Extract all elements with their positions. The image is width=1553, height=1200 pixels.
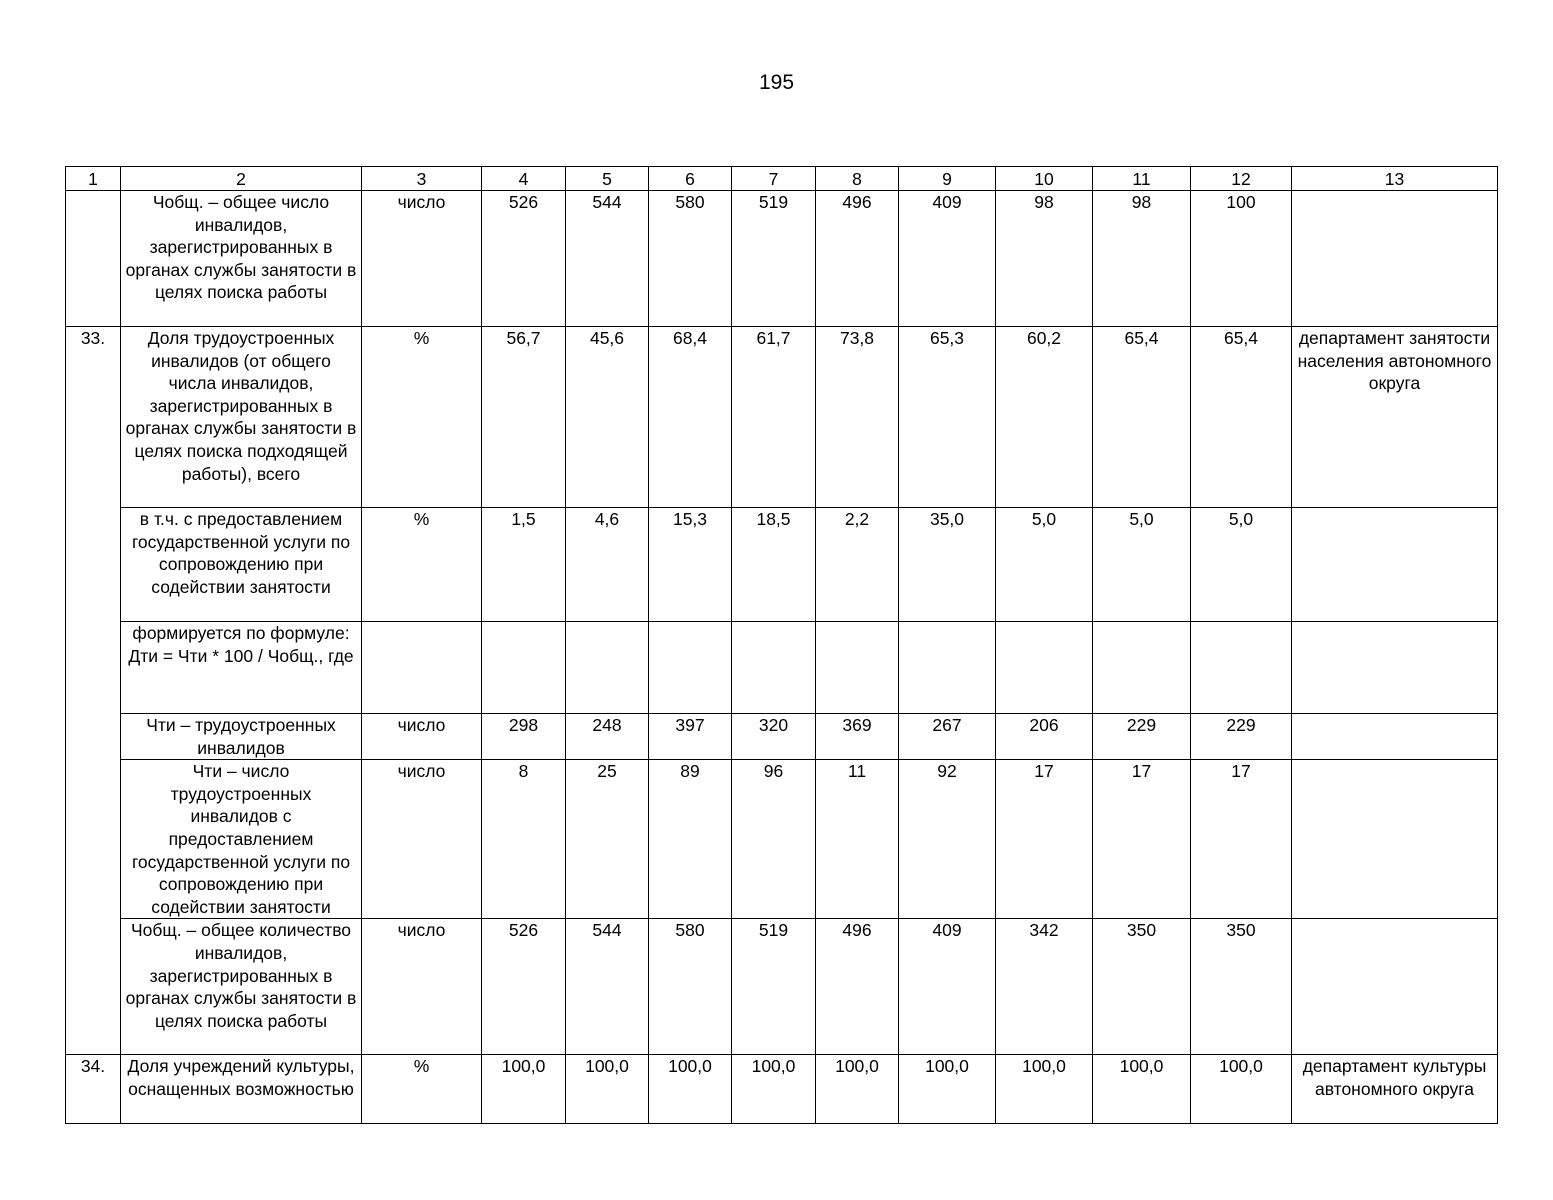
row-number-cell: 33. bbox=[66, 327, 121, 508]
table-row bbox=[66, 919, 1498, 1055]
value-cell: 61,7 bbox=[732, 327, 816, 508]
value-cell: 580 bbox=[649, 919, 732, 1055]
value-cell bbox=[899, 622, 996, 714]
value-cell: 25 bbox=[566, 760, 649, 919]
value-cell: 100 bbox=[1191, 191, 1292, 327]
value-cell: 4,6 bbox=[566, 508, 649, 622]
unit-cell: % bbox=[362, 508, 482, 622]
value-cell: 526 bbox=[482, 191, 566, 327]
value-cell: 2,2 bbox=[816, 508, 899, 622]
value-cell: 17 bbox=[1093, 760, 1191, 919]
value-cell: 519 bbox=[732, 919, 816, 1055]
header-cell: 9 bbox=[899, 167, 996, 191]
value-cell: 5,0 bbox=[1093, 508, 1191, 622]
value-cell: 369 bbox=[816, 714, 899, 760]
responsible-cell bbox=[1292, 508, 1498, 622]
responsible-cell: департамент культуры автономного округа bbox=[1292, 1055, 1498, 1124]
indicator-cell: Доля учреждений культуры, оснащенных возможностью bbox=[121, 1055, 362, 1124]
table-header-row bbox=[66, 167, 1498, 191]
responsible-cell bbox=[1292, 622, 1498, 714]
unit-cell: % bbox=[362, 1055, 482, 1124]
value-cell: 100,0 bbox=[732, 1055, 816, 1124]
header-cell: 2 bbox=[121, 167, 362, 191]
value-cell: 496 bbox=[816, 919, 899, 1055]
value-cell: 35,0 bbox=[899, 508, 996, 622]
indicator-cell: Чти – трудоустроенных инвалидов bbox=[121, 714, 362, 760]
value-cell bbox=[996, 622, 1093, 714]
value-cell: 350 bbox=[1093, 919, 1191, 1055]
value-cell: 229 bbox=[1093, 714, 1191, 760]
unit-cell: число bbox=[362, 191, 482, 327]
responsible-cell: департамент занятости населения автономного округа bbox=[1292, 327, 1498, 508]
value-cell: 100,0 bbox=[899, 1055, 996, 1124]
value-cell: 350 bbox=[1191, 919, 1292, 1055]
value-cell: 92 bbox=[899, 760, 996, 919]
unit-cell: число bbox=[362, 760, 482, 919]
unit-cell: % bbox=[362, 327, 482, 508]
unit-cell bbox=[362, 622, 482, 714]
value-cell: 17 bbox=[1191, 760, 1292, 919]
table-row bbox=[66, 714, 1498, 760]
value-cell: 544 bbox=[566, 191, 649, 327]
header-cell: 3 bbox=[362, 167, 482, 191]
responsible-cell bbox=[1292, 191, 1498, 327]
value-cell: 248 bbox=[566, 714, 649, 760]
value-cell: 5,0 bbox=[1191, 508, 1292, 622]
value-cell: 56,7 bbox=[482, 327, 566, 508]
unit-cell: число bbox=[362, 714, 482, 760]
value-cell bbox=[1093, 622, 1191, 714]
header-cell: 13 bbox=[1292, 167, 1498, 191]
value-cell bbox=[649, 622, 732, 714]
value-cell bbox=[816, 622, 899, 714]
value-cell: 409 bbox=[899, 191, 996, 327]
value-cell bbox=[732, 622, 816, 714]
row-number-cell: 34. bbox=[66, 1055, 121, 1124]
table-body bbox=[66, 167, 1498, 1124]
table-row bbox=[66, 327, 1498, 508]
value-cell: 11 bbox=[816, 760, 899, 919]
value-cell: 65,4 bbox=[1093, 327, 1191, 508]
indicators-table bbox=[65, 166, 1498, 1124]
value-cell: 8 bbox=[482, 760, 566, 919]
value-cell: 100,0 bbox=[816, 1055, 899, 1124]
header-cell: 8 bbox=[816, 167, 899, 191]
value-cell: 98 bbox=[996, 191, 1093, 327]
row-number-cell bbox=[66, 919, 121, 1055]
indicator-cell: в т.ч. с предоставлением государственной услуги по сопровождению при содействии занятости bbox=[121, 508, 362, 622]
responsible-cell bbox=[1292, 919, 1498, 1055]
value-cell: 100,0 bbox=[1191, 1055, 1292, 1124]
indicator-cell: Чобщ. – общее число инвалидов, зарегистрированных в органах службы занятости в целях поиска работы bbox=[121, 191, 362, 327]
header-cell: 1 bbox=[66, 167, 121, 191]
row-number-cell bbox=[66, 714, 121, 760]
value-cell: 298 bbox=[482, 714, 566, 760]
table-row bbox=[66, 760, 1498, 919]
header-cell: 6 bbox=[649, 167, 732, 191]
unit-cell: число bbox=[362, 919, 482, 1055]
value-cell: 100,0 bbox=[649, 1055, 732, 1124]
value-cell: 45,6 bbox=[566, 327, 649, 508]
header-cell: 12 bbox=[1191, 167, 1292, 191]
indicator-cell: Доля трудоустроенных инвалидов (от общего числа инвалидов, зарегистрированных в органах службы занятости в целях поиска подходящей работы), всего bbox=[121, 327, 362, 508]
value-cell: 68,4 bbox=[649, 327, 732, 508]
value-cell: 496 bbox=[816, 191, 899, 327]
value-cell: 206 bbox=[996, 714, 1093, 760]
value-cell: 397 bbox=[649, 714, 732, 760]
value-cell: 65,4 bbox=[1191, 327, 1292, 508]
value-cell: 409 bbox=[899, 919, 996, 1055]
indicator-cell: Чти – число трудоустроенных инвалидов с предоставлением государственной услуги по сопровождению при содействии занятости bbox=[121, 760, 362, 919]
value-cell: 267 bbox=[899, 714, 996, 760]
value-cell: 60,2 bbox=[996, 327, 1093, 508]
value-cell: 18,5 bbox=[732, 508, 816, 622]
table-row bbox=[66, 191, 1498, 327]
row-number-cell bbox=[66, 760, 121, 919]
value-cell: 98 bbox=[1093, 191, 1191, 327]
responsible-cell bbox=[1292, 760, 1498, 919]
value-cell: 320 bbox=[732, 714, 816, 760]
row-number-cell bbox=[66, 622, 121, 714]
header-cell: 5 bbox=[566, 167, 649, 191]
header-cell: 11 bbox=[1093, 167, 1191, 191]
value-cell: 100,0 bbox=[482, 1055, 566, 1124]
table-row bbox=[66, 508, 1498, 622]
value-cell bbox=[1191, 622, 1292, 714]
value-cell: 519 bbox=[732, 191, 816, 327]
row-number-cell bbox=[66, 191, 121, 327]
table-row bbox=[66, 1055, 1498, 1124]
value-cell: 544 bbox=[566, 919, 649, 1055]
value-cell: 15,3 bbox=[649, 508, 732, 622]
header-cell: 10 bbox=[996, 167, 1093, 191]
indicator-cell: формируется по формуле: Дти = Чти * 100 / Чобщ., где bbox=[121, 622, 362, 714]
value-cell: 100,0 bbox=[566, 1055, 649, 1124]
value-cell: 526 bbox=[482, 919, 566, 1055]
value-cell: 100,0 bbox=[1093, 1055, 1191, 1124]
value-cell: 17 bbox=[996, 760, 1093, 919]
value-cell: 580 bbox=[649, 191, 732, 327]
page-number: 195 bbox=[758, 71, 795, 94]
value-cell: 1,5 bbox=[482, 508, 566, 622]
value-cell: 5,0 bbox=[996, 508, 1093, 622]
value-cell: 89 bbox=[649, 760, 732, 919]
value-cell: 96 bbox=[732, 760, 816, 919]
value-cell bbox=[482, 622, 566, 714]
value-cell: 342 bbox=[996, 919, 1093, 1055]
value-cell: 73,8 bbox=[816, 327, 899, 508]
table-row bbox=[66, 622, 1498, 714]
row-number-cell bbox=[66, 508, 121, 622]
indicator-cell: Чобщ. – общее количество инвалидов, зарегистрированных в органах службы занятости в целях поиска работы bbox=[121, 919, 362, 1055]
header-cell: 7 bbox=[732, 167, 816, 191]
header-cell: 4 bbox=[482, 167, 566, 191]
value-cell: 65,3 bbox=[899, 327, 996, 508]
value-cell: 100,0 bbox=[996, 1055, 1093, 1124]
responsible-cell bbox=[1292, 714, 1498, 760]
value-cell: 229 bbox=[1191, 714, 1292, 760]
value-cell bbox=[566, 622, 649, 714]
